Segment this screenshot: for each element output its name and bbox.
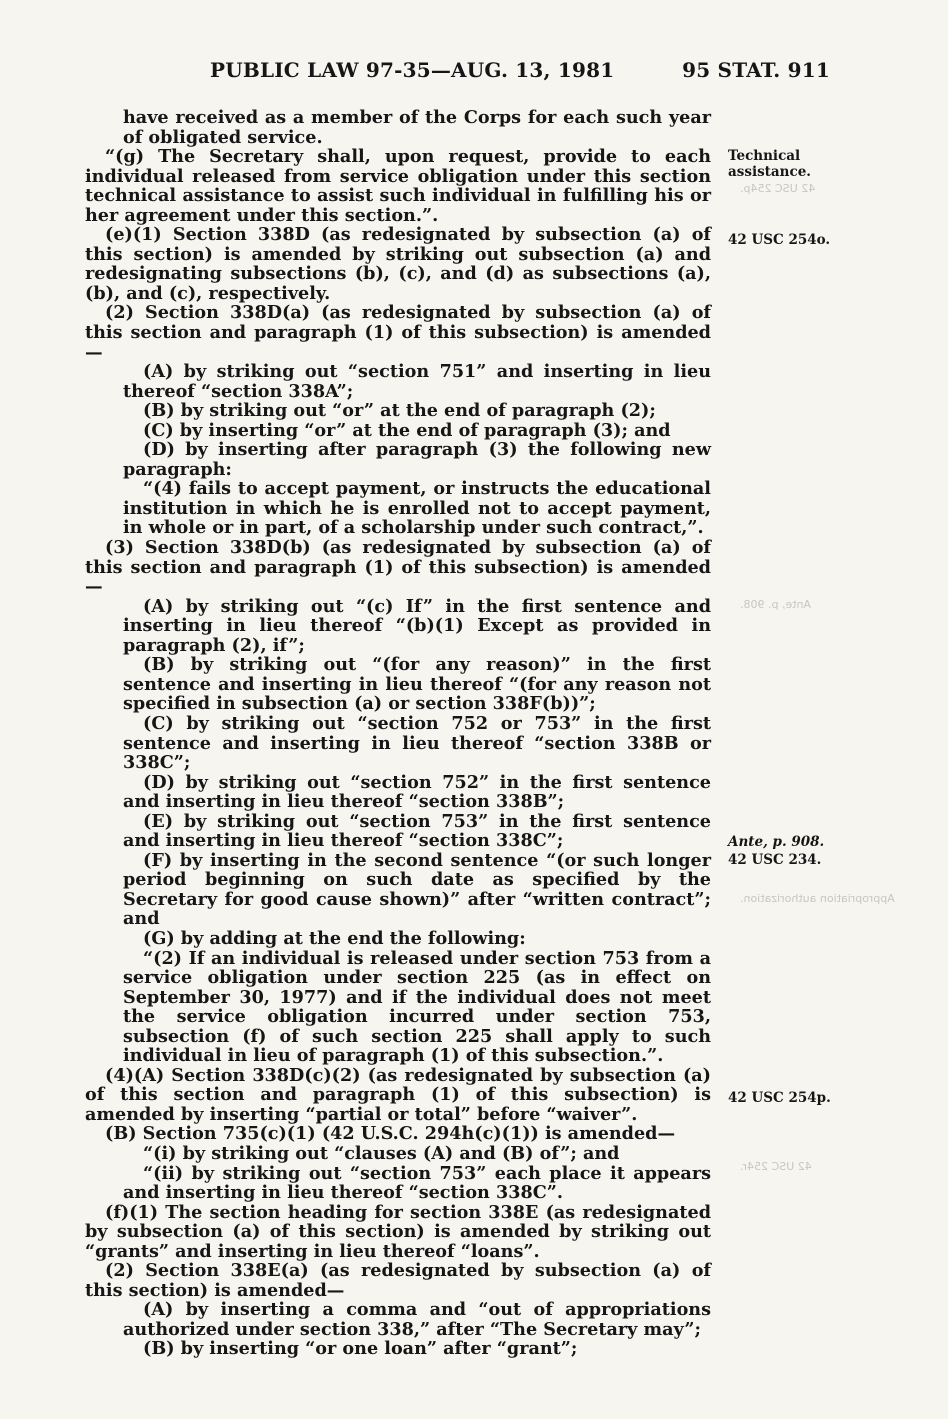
paragraph: (F) by inserting in the second sentence “(or such longer period beginning on such date as specified by the Secretary for good cause shown)” after “written contract”; and (123, 849, 711, 930)
paragraph: (B) Section 735(c)(1) (42 U.S.C. 294h(c)(1)) is amended— (105, 1123, 676, 1145)
paragraph: (G) by adding at the end the following: (143, 927, 526, 949)
running-header (210, 58, 830, 86)
paragraph: (3) Section 338D(b) (as redesignated by subsection (a) of this section and paragraph (1) of this subsection) is amended— (85, 537, 711, 598)
paragraph: (A) by striking out “section 751” and inserting in lieu thereof “section 338A”; (123, 361, 711, 402)
margin-note-technical-assistance (728, 148, 838, 180)
paragraph: (B) by inserting “or one loan” after “grant”; (143, 1338, 578, 1360)
paragraph: (C) by inserting “or” at the end of paragraph (3); and (143, 419, 671, 441)
margin-note-usc-254o: 42 USC 254o. (728, 232, 831, 248)
paragraph: (e)(1) Section 338D (as redesignated by subsection (a) of this section) is amended by striking out subsection (a) and redesignating subsections (b), (c), and (d) as subsections (a), (b), and (c), respectively. (85, 224, 711, 304)
paragraph: (C) by striking out “section 752 or 753” in the first sentence and inserting in lieu thereof “section 338B or 338C”; (123, 712, 711, 774)
header-title: PUBLIC LAW 97-35—AUG. 13, 1981 (210, 58, 615, 82)
paragraph: (A) by striking out “(c) If” in the first sentence and inserting in lieu thereof “(b)(1) Except as provided in paragraph (2), if”; (123, 595, 711, 656)
bleed-through-text: 42 USC 254r. (740, 1160, 812, 1173)
bleed-through-text: Ante, p. 908. (740, 598, 812, 611)
paragraph: (4)(A) Section 338D(c)(2) (as redesignated by subsection (a) of this section and paragraph (1) of this subsection) is amended by inserting “partial or total” before “waiver”. (85, 1064, 711, 1125)
margin-note-ref: Ante, p. 908. (728, 834, 825, 850)
margin-note-ante-908 (728, 834, 838, 850)
paragraph: (B) by striking out “(for any reason)” in the first sentence and inserting in lieu thereof “(for any reason not specified in subsection (a) or section 338F(b))”; (123, 654, 711, 715)
paragraph: (D) by inserting after paragraph (3) the following new paragraph: (123, 439, 711, 480)
margin-note-usc-254p: 42 USC 254p. (728, 1090, 831, 1106)
paragraph: “(4) fails to accept payment, or instructs the educational institution in which he is enrolled not to accept payment, in whole or in part, of a scholarship under such contract,”. (123, 478, 711, 539)
margin-note-usc-234: 42 USC 234. (728, 852, 822, 868)
bleed-through-text: 42 USC 254p. (740, 182, 816, 195)
body-text (85, 108, 711, 1359)
paragraph: “(i) by striking out “clauses (A) and (B) of”; and (143, 1142, 620, 1164)
paragraph: (A) by inserting a comma and “out of appropriations authorized under section 338,” after “The Secretary may”; (123, 1299, 711, 1340)
header-page-number: 95 STAT. 911 (682, 58, 830, 82)
paragraph: (2) Section 338D(a) (as redesignated by subsection (a) of this section and paragraph (1) of this subsection) is amended— (85, 302, 711, 363)
paragraph: (f)(1) The section heading for section 338E (as redesignated by subsection (a) of this section) is amended by striking out “grants” and inserting in lieu thereof “loans”. (85, 1201, 711, 1262)
paragraph: (D) by striking out “section 752” in the first sentence and inserting in lieu thereof “section 338B”; (123, 771, 711, 813)
paragraph: have received as a member of the Corps for each such year of obligated service. (123, 107, 711, 148)
bleed-through-text: Appropriation authorization. (740, 892, 895, 905)
paragraph: “(2) If an individual is released under section 753 from a service obligation under section 225 (as in effect on September 30, 1977) and if the individual does not meet the service obligation incurred under section 753, subsection (f) of such section 225 shall apply to such individual in lieu of paragraph (1) of this subsection.”. (123, 947, 711, 1067)
paragraph: “(g) The Secretary shall, upon request, provide to each individual released from service obligation under this section technical assistance to assist such individual in fulfilling his or her agreement under this section.”. (85, 146, 711, 226)
paragraph: “(ii) by striking out “section 753” each place it appears and inserting in lieu thereof “section 338C”. (123, 1162, 711, 1204)
margin-note-line: assistance. (728, 164, 811, 180)
paragraph: (2) Section 338E(a) (as redesignated by subsection (a) of this section) is amended— (85, 1260, 711, 1301)
paragraph: (B) by striking out “or” at the end of paragraph (2); (143, 400, 656, 422)
paragraph: (E) by striking out “section 753” in the first sentence and inserting in lieu thereof “section 338C”; (123, 810, 711, 852)
margin-note-line: Technical (728, 148, 801, 164)
